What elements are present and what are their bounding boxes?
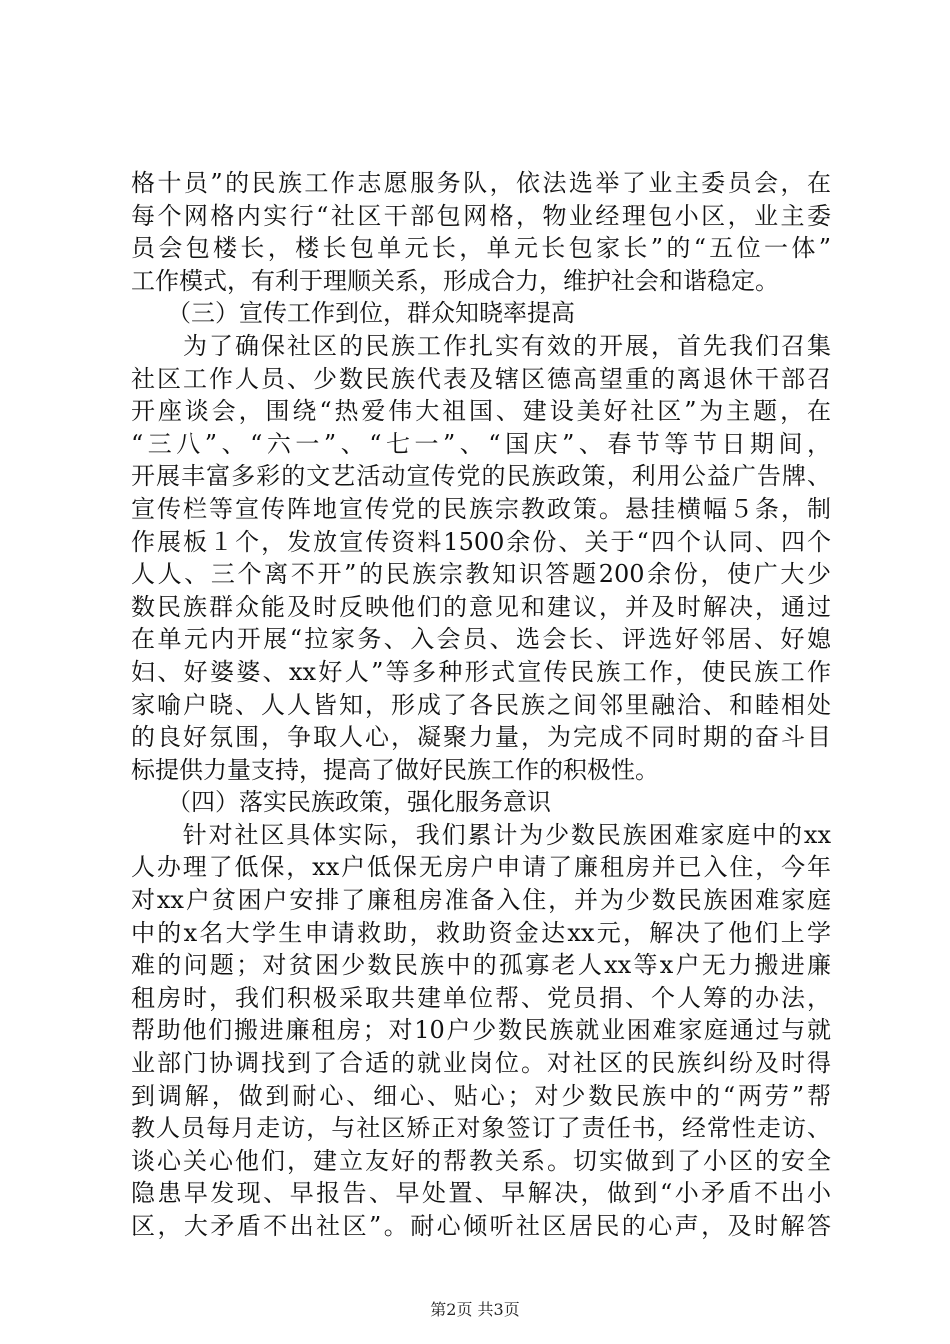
text-line: 业部门协调找到了合适的就业岗位。对社区的民族纠纷及时得 — [131, 1049, 831, 1078]
text-line: 开展丰富多彩的文艺活动宣传党的民族政策，利用公益广告牌、 — [131, 462, 831, 491]
text-line: 到调解，做到耐心、细心、贴心；对少数民族中的“两劳”帮 — [131, 1081, 831, 1110]
page-footer: 第2页 共3页 — [430, 1300, 520, 1319]
text-line: 人办理了低保，xx户低保无房户申请了廉租房并已入住，今年 — [131, 853, 831, 882]
text-line: 人人、三个离不开”的民族宗教知识答题200余份，使广大少 — [131, 560, 831, 589]
document-body — [131, 167, 831, 1243]
text-line: 工作模式，有利于理顺关系，形成合力，维护社会和谐稳定。 — [131, 266, 779, 295]
text-line: 中的x名大学生申请救助，救助资金达xx元，解决了他们上学 — [131, 918, 831, 947]
text-line: 谈心关心他们，建立友好的帮教关系。切实做到了小区的安全 — [131, 1146, 831, 1175]
text-line: 针对社区具体实际，我们累计为少数民族困难家庭中的xx — [131, 820, 831, 849]
text-line: 宣传栏等宣传阵地宣传党的民族宗教政策。悬挂横幅５条，制 — [131, 494, 831, 523]
text-line: 社区工作人员、少数民族代表及辖区德高望重的离退休干部召 — [131, 364, 831, 393]
text-line: 家喻户晓、人人皆知，形成了各民族之间邻里融洽、和睦相处 — [131, 690, 831, 719]
text-line: 的良好氛围，争取人心，凝聚力量，为完成不同时期的奋斗目 — [131, 723, 831, 752]
section-heading-3: （三）宣传工作到位，群众知晓率提高 — [131, 299, 575, 328]
text-line: 在单元内开展“拉家务、入会员、选会长、评选好邻居、好媳 — [131, 625, 831, 654]
section-heading-4: （四）落实民族政策，强化服务意识 — [131, 788, 551, 817]
text-line: “三八”、“六一”、“七一”、“国庆”、春节等节日期间， — [131, 429, 831, 458]
text-line: 员会包楼长，楼长包单元长，单元长包家长”的“五位一体” — [131, 234, 831, 263]
text-line: 难的问题；对贫困少数民族中的孤寡老人xx等x户无力搬进廉 — [131, 951, 831, 980]
text-line: 开座谈会，围绕“热爱伟大祖国、建设美好社区”为主题，在 — [131, 397, 831, 426]
text-line: 租房时，我们积极采取共建单位帮、党员捐、个人筹的办法， — [131, 983, 831, 1012]
text-line: 每个网格内实行“社区干部包网格，物业经理包小区，业主委 — [131, 201, 831, 230]
text-line: 数民族群众能及时反映他们的意见和建议，并及时解决，通过 — [131, 592, 831, 621]
text-line: 对xx户贫困户安排了廉租房准备入住，并为少数民族困难家庭 — [131, 886, 831, 915]
text-line: 教人员每月走访，与社区矫正对象签订了责任书，经常性走访、 — [131, 1114, 831, 1143]
text-line: 为了确保社区的民族工作扎实有效的开展，首先我们召集 — [131, 331, 831, 360]
text-line: 妇、好婆婆、xx好人”等多种形式宣传民族工作，使民族工作 — [131, 657, 831, 686]
text-line: 作展板１个，发放宣传资料1500余份、关于“四个认同、四个 — [131, 527, 831, 556]
text-line: 格十员”的民族工作志愿服务队，依法选举了业主委员会，在 — [131, 169, 831, 197]
text-line: 隐患早发现、早报告、早处置、早解决，做到“小矛盾不出小 — [131, 1179, 831, 1208]
text-line: 标提供力量支持，提高了做好民族工作的积极性。 — [131, 755, 659, 784]
text-line: 区，大矛盾不出社区”。耐心倾听社区居民的心声，及时解答 — [131, 1212, 831, 1240]
text-line: 帮助他们搬进廉租房；对10户少数民族就业困难家庭通过与就 — [131, 1016, 831, 1045]
